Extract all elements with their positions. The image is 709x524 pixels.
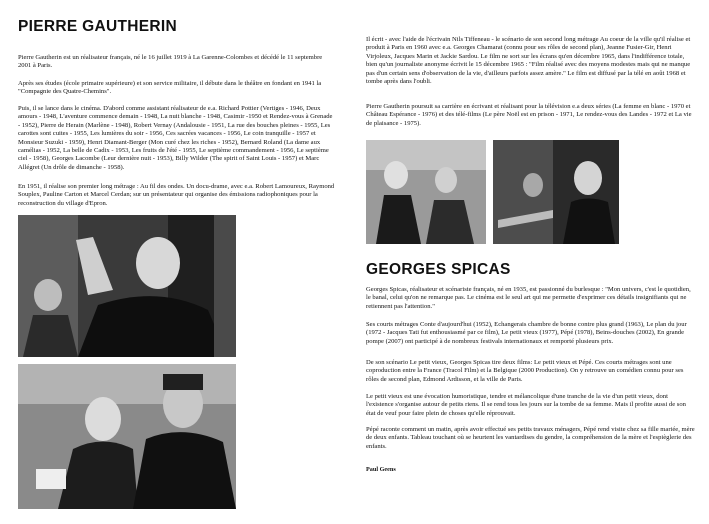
paragraph-studies: Après ses études (école primaire supérieure) et son service militaire, il débute dans le théâtre en fondant en 1941 la "Compagnie des Quatre-Chemins". [18,80,322,96]
paragraph-pepe: Pépé raconte comment un matin, après avoir effectué ses petits travaux ménagers, Pépé rend visite chez sa fille mariée, mère de deux enfants. Tableau touchant où se heurtent les vantardises du gendre, la compréhension de la mère et l'espièglerie des enfants. [366,426,695,450]
paragraph-television: Pierre Gautherin poursuit sa carrière en écrivant et réalisant pour la télévision e.a deux séries (La femme en blanc - 1970 et Château Espérance - 1976) et des télé-films (Le père Noël est en prison - 1971, Le rendez-vous des Landes - 1972 et La vie de plaisance - 1975). [366,103,692,127]
paragraph-petit-vieux: Le petit vieux est une évocation humoristique, tendre et mélancolique d'une tranche de la vie d'un petit vieux, dont l'existence s'organise autour de petits riens. Il se rend tous les jours sur la tombe de sa femme. Mais il profite aussi de son état de veuf pour faire plein de choses qu'elle réprouvait. [366,393,686,417]
paragraph-bio: Pierre Gautherin est un réalisateur français, né le 16 juillet 1919 à La Garenne-Colombes et décédé le 11 septembre 2001 à Paris. [18,54,323,70]
film-still-photo-3 [366,140,486,244]
film-still-photo-4 [493,140,619,244]
paragraph-cinema: Puis, il se lance dans le cinéma. D'abord comme assistant réalisateur de e.a. Richard Pottier (Vertiges - 1946, Deux amours - 1948, L'aventure commence demain - 1948, La nuit blanche - 1948, Casimir -1950 et Rendez-vous à Grenade - 1952), Pierre de Herain (Marlène - 1948), Robert Vernay (Andalousie - 1951, La rue des bouches pleines - 1955, Les carottes sont cuites - 1955, Les lumières du soir - 1956, Ces sacrées vacances - 1956, Le coin tranquille - 1957 et Monsieur Suzuki - 1959), Henri Diamant-Berger (Mon curé chez les riches - 1952), Bernard Roland (La dame aux camélias - 1952, La belle de Cadix - 1953, Les fruits de l'été - 1955, Le septième commandement - 1956, Le septième ciel - 1958), Georges Lacombe (Leur dernière nuit - 1953), Billy Wilder (The spirit of Saint Louis - 1957) et Marc Allégret (Un drôle de dimanche - 1958). [18,105,333,171]
film-still-photo-1 [18,215,236,357]
paragraph-petit-vieux-scenario: De son scénario Le petit vieux, Georges Spicas tire deux films: Le petit vieux et Pépé. Ces courts métrages sont une coproduction entre la France (Tracol Film) et la Belgique (2000 Production). On y retrouve un comédien connu pour ses rôles de second plan, Edmond Ardisson, et la ville de Paris. [366,359,684,383]
pierre-gautherin-title: PIERRE GAUTHERIN [18,18,177,35]
paragraph-first-film: En 1951, il réalise son premier long métrage : Au fil des ondes. Un docu-drame, avec e.a. Robert Lamoureux, Raymond Souplex, Pauline Carton et Marcel Cerdan; sur un présentateur qui organise des émissions radiophoniques pour la reconstruction du village d'Epron. [18,183,335,207]
paragraph-spicas-bio: Georges Spicas, réalisateur et scénariste français, né en 1935, est passionné du burlesque : "Mon univers, c'est le quotidien, le banal, celui qu'on ne remarque pas. Le cinéma est le seul art qui me permette d'exprimer ces détails insignifiants qui ne retiennent pas l'attention." [366,286,691,310]
paragraph-short-films: Ses courts métrages Conte d'aujourd'hui (1952), Echangerais chambre de bonne contre plus grand (1963), Le plan du jour (1972 - Jacques Tati fut enthousiasmé par ce film), Le petit vieux (1977), Pépé (1978), Beins-douches (2002), En grande pompe (2007) ont participé à de nombreux festivals internationaux et remporté plusieurs prix. [366,321,687,345]
film-still-photo-1-edge [214,215,236,357]
film-still-photo-2 [18,364,236,509]
georges-spicas-title: GEORGES SPICAS [366,261,511,278]
author-signature: Paul Geens [366,466,396,473]
paragraph-second-film: Il écrit - avec l'aide de l'écrivain Nils Tiffeneau - le scénario de son second long métrage Au coeur de la ville qu'il réalise et produit à Paris en 1960 avec e.a. Georges Chamarat (connu pour ses rôles de second plan), Jeanne Fusier-Gir, Henri Virjoleux, Jacques Marin et Jackie Sardou. Le film ne sort sur les écrans qu'en décembre 1965, dans l'indifférence totale, bien qu'un journaliste anonyme écrivit le 15 décembre 1965 : "Film réalisé avec des moyens modestes mais qui ne manque pas d'un certain sens d'observation de la vie, d'ailleurs parfois assez amère." Le film est diffusé par la télé en août 1968 et tombe après dans l'oubli. [366,36,691,86]
